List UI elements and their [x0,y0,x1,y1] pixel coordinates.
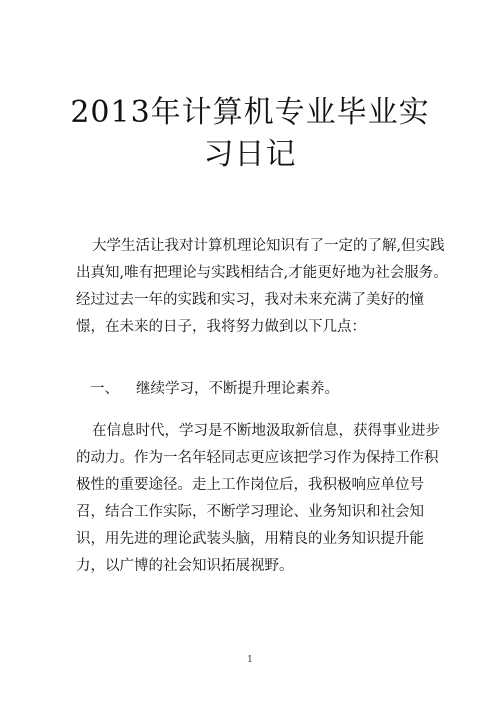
body-line: 的动力。作为一名年轻同志更应该把学习作为保持工作积 [76,450,439,466]
intro-line: 经过过去一年的实践和实习，我对未来充满了美好的憧 [76,292,424,308]
title-line-1: 2013年计算机专业毕业实 [70,95,430,130]
section-number: 一、 [90,381,119,397]
intro-paragraph [76,233,448,341]
section-heading [90,376,339,403]
body-line: 力，以广博的社会知识拓展视野。 [76,558,294,574]
title-line-2: 习日记 [203,137,297,172]
page-number: 1 [247,655,253,665]
body-line: 召，结合工作实际，不断学习理论、业务知识和社会知 [76,504,424,520]
body-line: 在信息时代，学习是不断地汲取新信息，获得事业进步 [92,423,440,439]
intro-line: 出真知,唯有把理论与实践相结合,才能更好地为社会服务。 [76,265,448,281]
section-heading-text: 继续学习，不断提升理论素养。 [136,381,339,397]
body-line: 极性的重要途径。走上工作岗位后，我积极响应单位号 [76,477,424,493]
intro-line: 大学生活让我对计算机理论知识有了一定的了解,但实践 [92,238,445,254]
document-title [60,92,440,176]
body-line: 识，用先进的理论武装头脑，用精良的业务知识提升能 [76,531,424,547]
body-paragraph [76,418,440,580]
intro-line: 憬，在未来的日子，我将努力做到以下几点： [76,319,366,335]
